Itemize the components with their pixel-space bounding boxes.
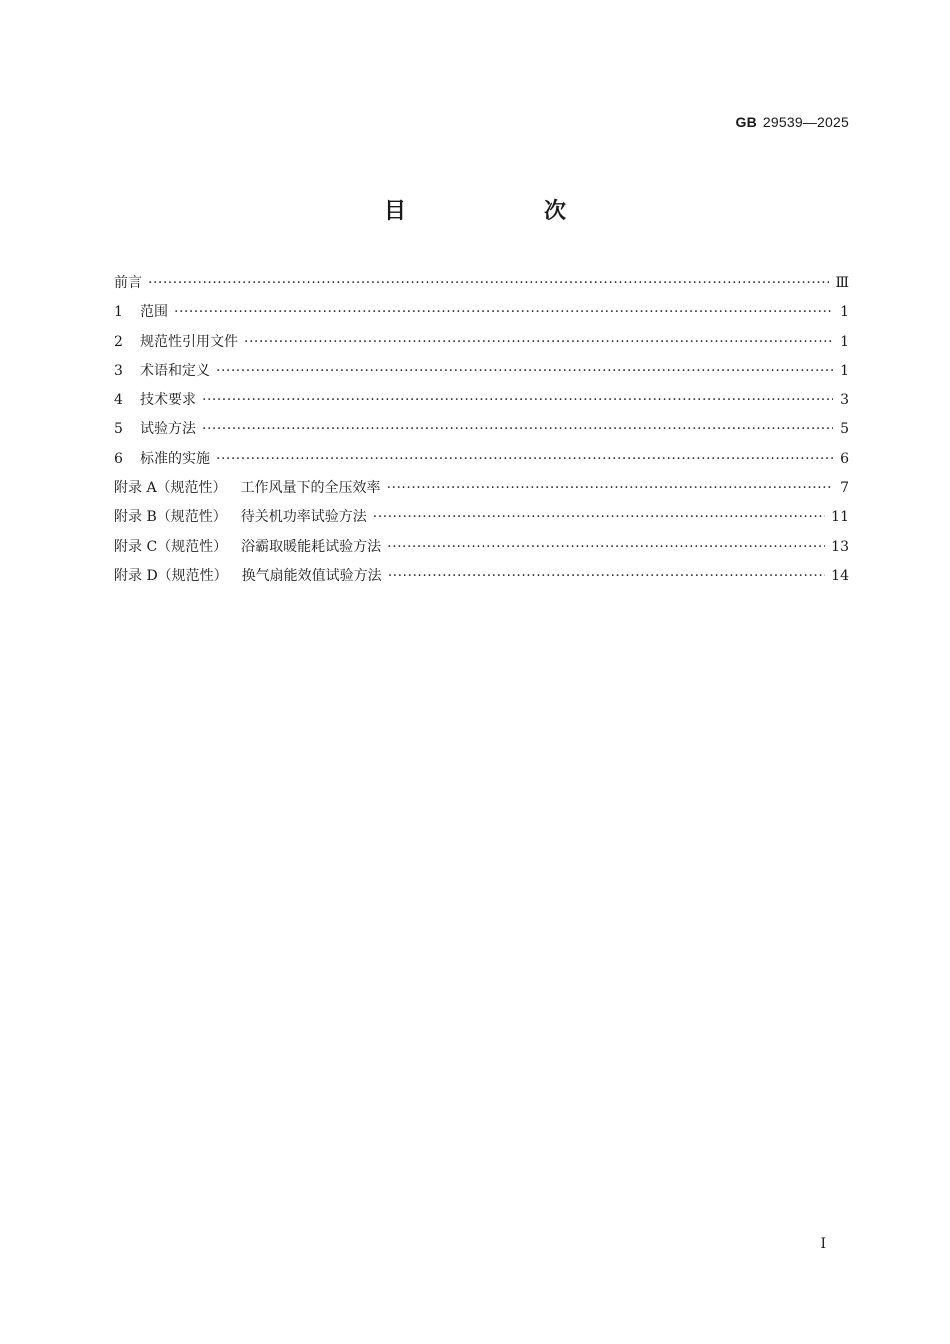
toc-entry-page: 6: [840, 450, 849, 467]
annex-kind: 附录 D（规范性）: [114, 567, 228, 584]
toc-entry-page: 3: [840, 392, 849, 409]
annex-kind: 附录 A（规范性）: [114, 480, 227, 497]
toc-entry-annex-c[interactable]: [114, 536, 849, 565]
standard-code: [736, 114, 849, 130]
toc-entry-technical-requirements[interactable]: [114, 389, 849, 418]
toc-entry-page: Ⅲ: [835, 275, 849, 291]
toc-entry-label: 前言: [114, 275, 142, 291]
dot-leader: [174, 304, 833, 320]
toc-entry-annex-a[interactable]: [114, 477, 849, 506]
page-title: 目 次: [383, 199, 624, 224]
toc-entry-number: 4: [114, 392, 123, 409]
dot-leader: [244, 334, 833, 350]
toc-entry-page: 1: [840, 362, 849, 379]
toc-entry-label: 规范性引用文件: [140, 333, 238, 350]
toc-entry-page: 7: [840, 480, 849, 497]
toc-entry-number: 1: [114, 304, 123, 321]
dot-leader: [373, 509, 825, 525]
standard-number: 29539—2025: [762, 114, 849, 130]
annex-title: 待关机功率试验方法: [240, 509, 367, 526]
toc-entry-page: 1: [840, 304, 849, 321]
toc-entry-foreword[interactable]: [114, 272, 849, 301]
dot-leader: [216, 363, 833, 379]
table-of-contents: [114, 272, 849, 594]
dot-leader: [148, 275, 829, 291]
annex-title: 工作风量下的全压效率: [240, 480, 381, 497]
toc-entry-page: 5: [840, 421, 849, 438]
standard-prefix: GB: [735, 114, 757, 130]
toc-entry-page: 1: [840, 333, 849, 350]
dot-leader: [388, 568, 825, 584]
dot-leader: [387, 539, 825, 555]
toc-entry-page: 13: [831, 538, 849, 555]
toc-entry-label: [114, 506, 367, 526]
toc-entry-normative-references[interactable]: [114, 331, 849, 360]
toc-entry-number: 5: [114, 421, 123, 438]
toc-entry-label: 试验方法: [140, 421, 196, 438]
toc-entry-label: [114, 477, 381, 497]
dot-leader: [202, 392, 833, 408]
dot-leader: [202, 421, 833, 437]
dot-leader: [216, 451, 833, 467]
toc-entry-label: 术语和定义: [140, 362, 210, 379]
annex-title: 浴霸取暖能耗试验方法: [241, 538, 382, 555]
toc-entry-label: 范围: [140, 304, 168, 321]
toc-entry-page: 11: [831, 509, 849, 526]
toc-entry-annex-b[interactable]: [114, 506, 849, 535]
toc-entry-annex-d[interactable]: [114, 565, 849, 594]
toc-entry-label: 标准的实施: [140, 450, 210, 467]
toc-entry-number: 2: [114, 333, 123, 350]
toc-entry-terms-definitions[interactable]: [114, 360, 849, 389]
toc-entry-number: 3: [114, 362, 123, 379]
toc-entry-label: 技术要求: [140, 392, 196, 409]
dot-leader: [387, 480, 833, 496]
toc-entry-label: [114, 565, 382, 585]
toc-entry-number: 6: [114, 450, 123, 467]
toc-entry-test-methods[interactable]: [114, 418, 849, 447]
toc-entry-page: 14: [831, 567, 849, 584]
annex-kind: 附录 C（规范性）: [114, 538, 228, 555]
toc-entry-implementation[interactable]: [114, 448, 849, 477]
page-number: Ⅰ: [820, 1236, 826, 1252]
annex-title: 换气扇能效值试验方法: [241, 567, 382, 584]
toc-entry-label: [114, 536, 381, 556]
toc-entry-scope[interactable]: [114, 301, 849, 330]
annex-kind: 附录 B（规范性）: [114, 509, 227, 526]
